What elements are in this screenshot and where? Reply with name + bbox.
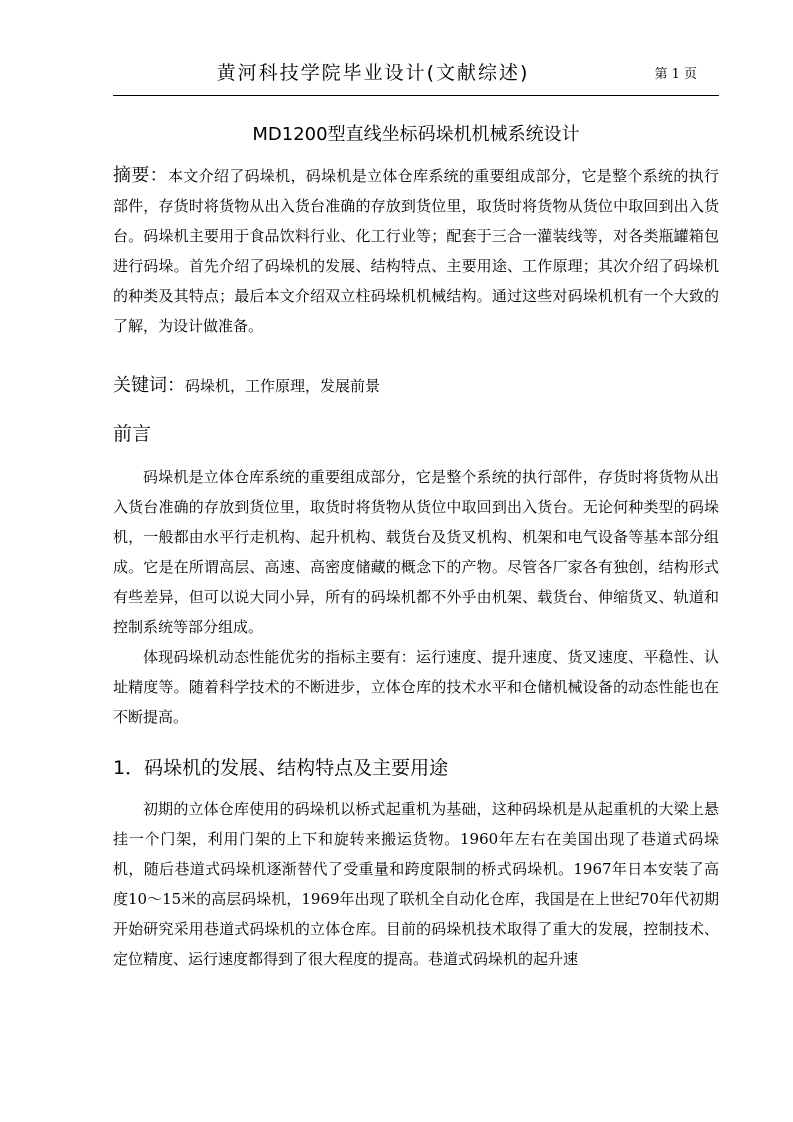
document-body: [113, 161, 719, 974]
preface-paragraph: 体现码垛机动态性能优劣的指标主要有：运行速度、提升速度、货叉速度、平稳性、认址精度等。随着科学技术的不断进步，立体仓库的技术水平和仓储机械设备的动态性能也在不断提高。: [113, 648, 719, 726]
page-number: 第 1 页: [654, 67, 697, 82]
abstract-label: 摘要：: [113, 165, 168, 186]
document-title: MD1200型直线坐标码垛机机械系统设计: [252, 124, 580, 145]
section-paragraph: 初期的立体仓库使用的码垛机以桥式起重机为基础，这种码垛机是从起重机的大梁上悬挂一个门架，利用门架的上下和旋转来搬运货物。1960年左右在美国出现了巷道式码垛机，随后巷道式码垛机逐渐替代了受重量和跨度限制的桥式码垛机。1967年日本安装了高度10～15米的高层码垛机，1969年出现了联机全自动化仓库，我国是在上世纪70年代初期开始研究采用巷道式码垛机的立体仓库。目前的码垛机技术取得了重大的发展，控制技术、定位精度、运行速度都得到了很大程度的提高。巷道式码垛机的起升速: [113, 800, 719, 968]
page-header: [113, 52, 719, 96]
keywords-label: 关键词：: [113, 375, 185, 396]
abstract: [113, 161, 719, 341]
preface-paragraph: 码垛机是立体仓库系统的重要组成部分，它是整个系统的执行部件，存货时将货物从出入货台准确的存放到货位里，取货时将货物从货位中取回到出入货台。无论何种类型的码垛机，一般都由水平行走机构、起升机构、载货台及货叉机构、机架和电气设备等基本部分组成。它是在所谓高层、高速、高密度储藏的概念下的产物。尽管各厂家各有独创，结构形式有些差异，但可以说大同小异，所有的码垛机都不外乎由机架、载货台、伸缩货叉、轨道和控制系统等部分组成。: [113, 468, 719, 636]
header-divider: [113, 95, 719, 96]
header-title: 黄河科技学院毕业设计(文献综述): [216, 62, 530, 84]
keywords: [113, 371, 719, 401]
section-heading: 1．码垛机的发展、结构特点及主要用途: [113, 757, 449, 779]
keywords-text: 码垛机，工作原理，发展前景: [185, 377, 381, 395]
preface-heading: 前言: [113, 423, 152, 445]
abstract-text: 本文介绍了码垛机，码垛机是立体仓库系统的重要组成部分，它是整个系统的执行部件，存货时将货物从出入货台准确的存放到货位里，取货时将货物从货位中取回到出入货台。码垛机主要用于食品饮料行业、化工行业等；配套于三合一灌装线等，对各类瓶罐箱包进行码垛。首先介绍了码垛机的发展、结构特点、主要用途、工作原理；其次介绍了码垛机的种类及其特点；最后本文介绍双立柱码垛机机械结构。通过这些对码垛机机有一个大致的了解，为设计做准备。: [113, 167, 719, 335]
